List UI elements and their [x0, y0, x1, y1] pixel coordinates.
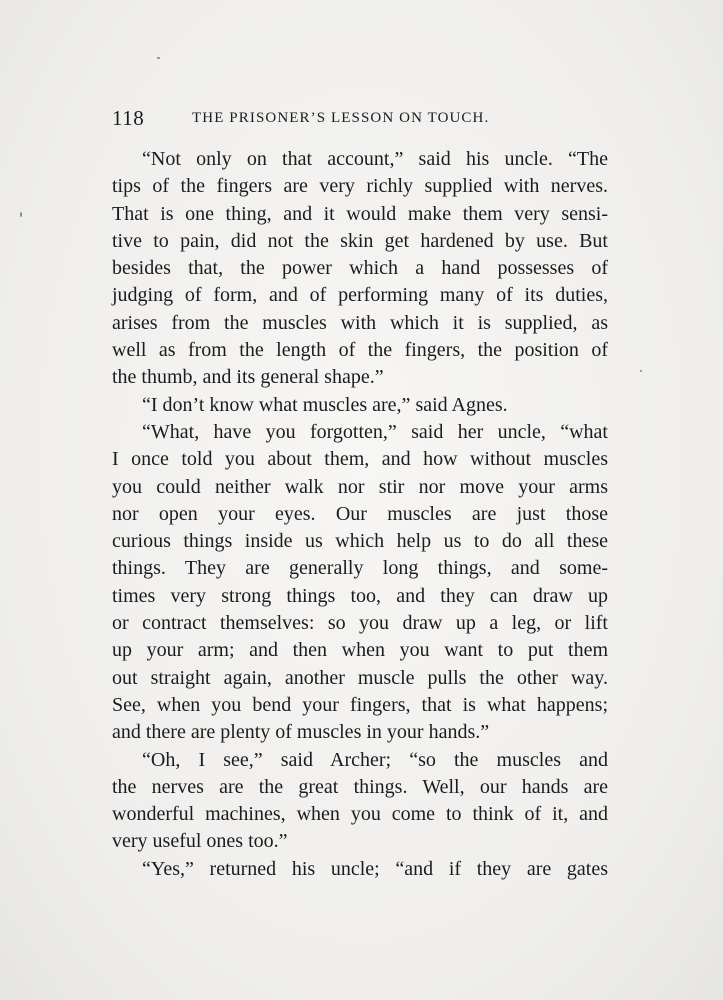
text-line: the nerves are the great things. Well, our hands are	[112, 775, 608, 798]
text-line: very useful ones too.”	[112, 830, 288, 853]
body-text	[112, 146, 608, 883]
text-line: “What, have you forgotten,” said her uncle, “what	[142, 420, 608, 443]
text-line: See, when you bend your fingers, that is what happens;	[112, 693, 608, 716]
text-line: well as from the length of the fingers, the position of	[112, 339, 608, 362]
text-line: “Yes,” returned his uncle; “and if they are gates	[142, 857, 608, 880]
text-line: “Oh, I see,” said Archer; “so the muscles and	[142, 748, 608, 771]
text-line: wonderful machines, when you come to think of it, and	[112, 803, 608, 826]
text-line: things. They are generally long things, and some-	[112, 557, 608, 580]
text-line: you could neither walk nor stir nor move your arms	[112, 475, 608, 498]
text-line: tips of the fingers are very richly supplied with nerves.	[112, 175, 608, 198]
page-header	[112, 106, 632, 134]
text-line: the thumb, and its general shape.”	[112, 366, 384, 389]
text-line: “Not only on that account,” said his uncle. “The	[142, 148, 608, 170]
text-line: besides that, the power which a hand possesses of	[112, 257, 608, 280]
text-line: I once told you about them, and how without muscles	[112, 448, 608, 471]
text-line: and there are plenty of muscles in your hands.”	[112, 721, 490, 744]
page-number: 118	[112, 106, 145, 130]
paper-speck	[20, 212, 22, 217]
text-line: tive to pain, did not the skin get hardened by use. But	[112, 229, 608, 252]
text-line: up your arm; and then when you want to put them	[112, 639, 608, 662]
running-title: THE PRISONER’S LESSON ON TOUCH.	[192, 110, 490, 126]
text-line: That is one thing, and it would make them very sensi-	[112, 202, 608, 225]
text-line: nor open your eyes. Our muscles are just those	[112, 502, 608, 525]
text-line: curious things inside us which help us to do all these	[112, 530, 608, 553]
paper-speck	[640, 370, 642, 372]
text-line: or contract themselves: so you draw up a leg, or lift	[112, 612, 608, 635]
paper-speck	[157, 57, 160, 59]
text-line: out straight again, another muscle pulls the other way.	[112, 666, 608, 689]
text-line: judging of form, and of performing many of its duties,	[112, 284, 608, 307]
text-line: times very strong things too, and they can draw up	[112, 584, 608, 607]
text-line: “I don’t know what muscles are,” said Agnes.	[142, 393, 508, 416]
text-line: arises from the muscles with which it is supplied, as	[112, 311, 608, 334]
